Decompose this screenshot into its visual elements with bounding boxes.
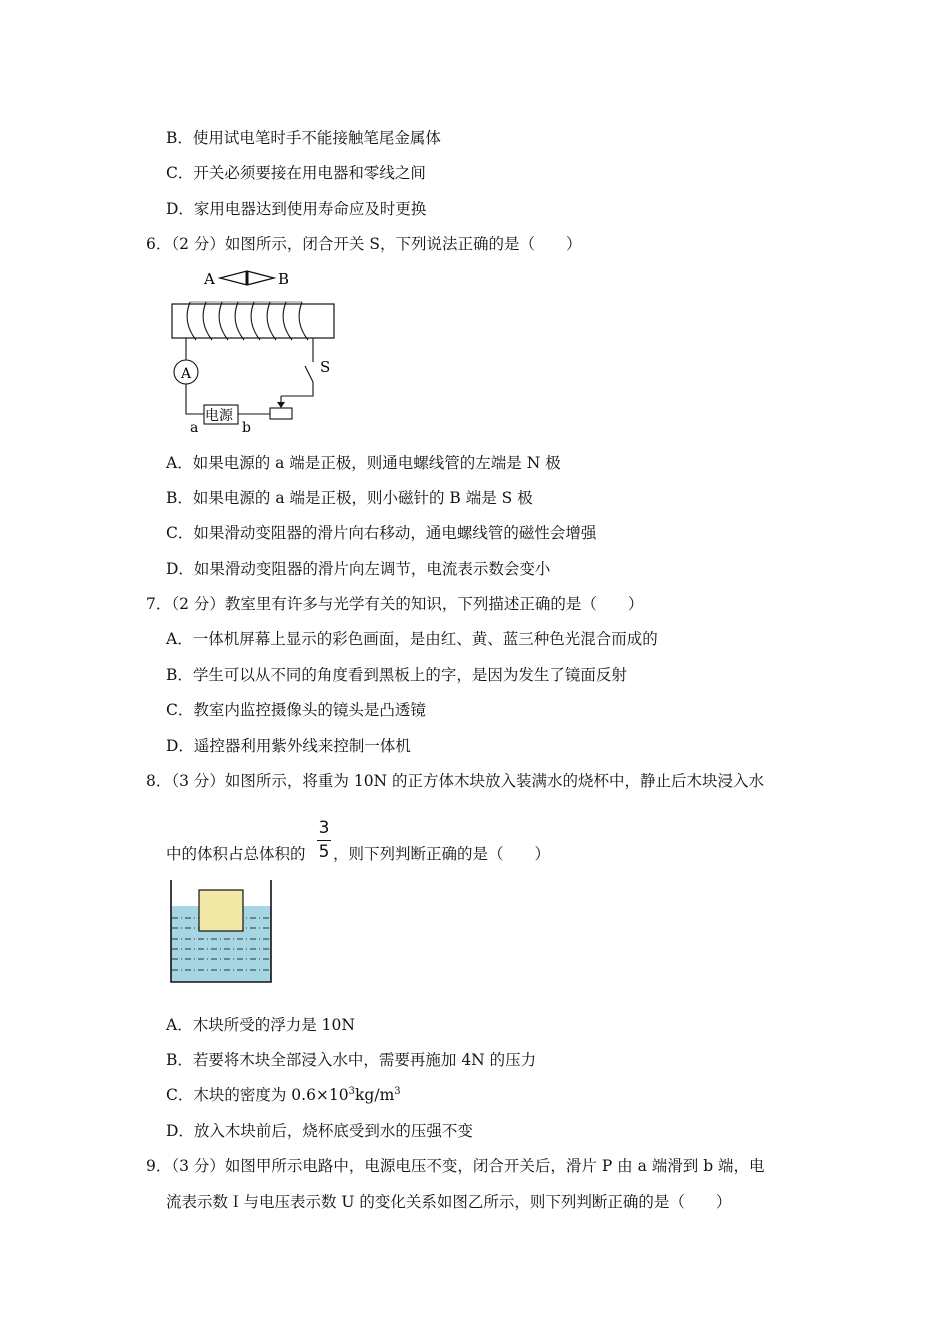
q8-option-c-text: C．木块的密度为 0.6×10 <box>166 1086 349 1104</box>
wire-right-bottom <box>281 382 313 396</box>
q8-stem-line2-start: 中的体积占总体积的 <box>166 845 306 863</box>
wooden-block <box>199 890 243 931</box>
compass-label-b: B <box>278 270 290 288</box>
fraction-denominator: 5 <box>318 842 330 862</box>
ammeter-label: A <box>181 366 192 382</box>
rheostat-arrow <box>277 402 285 408</box>
q6-option-d: D．如果滑动变阻器的滑片向左调节，电流表示数会变小 <box>166 560 551 578</box>
q8-stem-line2-end: ，则下列判断正确的是（ ） <box>333 845 551 863</box>
q9-stem-line1: 9．（3 分）如图甲所示电路中，电源电压不变，闭合开关后，滑片 P 由 a 端滑到 b 端，电 <box>146 1157 765 1175</box>
q6-stem: 6．（2 分）如图所示，闭合开关 S，下列说法正确的是（ ） <box>146 235 582 253</box>
q7-stem: 7．（2 分）教室里有许多与光学有关的知识，下列描述正确的是（ ） <box>146 595 644 613</box>
switch-label: S <box>320 358 331 376</box>
compass-label-a: A <box>204 270 215 288</box>
terminal-b-label: b <box>242 420 251 434</box>
q8-option-c <box>166 1085 401 1105</box>
power-supply-label: 电源 <box>205 408 233 424</box>
q8-option-d: D．放入木块前后，烧杯底受到水的压强不变 <box>166 1122 473 1140</box>
q8-option-a: A．木块所受的浮力是 10N <box>166 1016 355 1034</box>
q8-stem-line1: 8．（3 分）如图所示，将重为 10N 的正方体木块放入装满水的烧杯中，静止后木块浸入水 <box>146 772 765 790</box>
q9-stem-line2: 流表示数Ｉ与电压表示数 U 的变化关系如图乙所示，则下列判断正确的是（ ） <box>166 1193 732 1211</box>
q7-option-d: D．遥控器利用紫外线来控制一体机 <box>166 737 411 755</box>
q7-option-a: A．一体机屏幕上显示的彩色画面，是由红、黄、蓝三种色光混合而成的 <box>166 630 658 648</box>
q7-option-c: C．教室内监控摄像头的镜头是凸透镜 <box>166 701 426 719</box>
fraction-bar <box>317 840 331 841</box>
wire-left-bottom <box>186 384 204 414</box>
fraction-numerator: 3 <box>318 818 330 838</box>
q5-option-b: B．使用试电笔时手不能接触笔尾金属体 <box>166 129 441 147</box>
switch-blade <box>305 366 313 382</box>
solenoid-core <box>172 304 334 338</box>
q7-option-b: B．学生可以从不同的角度看到黑板上的字，是因为发生了镜面反射 <box>166 666 627 684</box>
q8-option-c-unit-exponent: 3 <box>394 1086 401 1097</box>
q5-option-d: D．家用电器达到使用寿命应及时更换 <box>166 200 427 218</box>
q6-option-b: B．如果电源的 a 端是正极，则小磁针的 B 端是 S 极 <box>166 489 533 507</box>
terminal-a-label: a <box>190 420 199 434</box>
q8-option-b: B．若要将木块全部浸入水中，需要再施加 4N 的压力 <box>166 1051 537 1069</box>
q8-option-c-exponent: 3 <box>348 1086 356 1097</box>
q8-option-c-unit: kg/m <box>355 1086 395 1104</box>
q6-option-a: A．如果电源的 a 端是正极，则通电螺线管的左端是 N 极 <box>166 454 561 472</box>
q5-option-c: C．开关必须要接在用电器和零线之间 <box>166 164 426 182</box>
q6-option-c: C．如果滑动变阻器的滑片向右移动，通电螺线管的磁性会增强 <box>166 524 597 542</box>
solenoid-coil <box>187 302 308 340</box>
q8-beaker-figure <box>166 876 276 986</box>
q6-solenoid-circuit-figure <box>160 262 350 434</box>
rheostat <box>270 408 292 419</box>
